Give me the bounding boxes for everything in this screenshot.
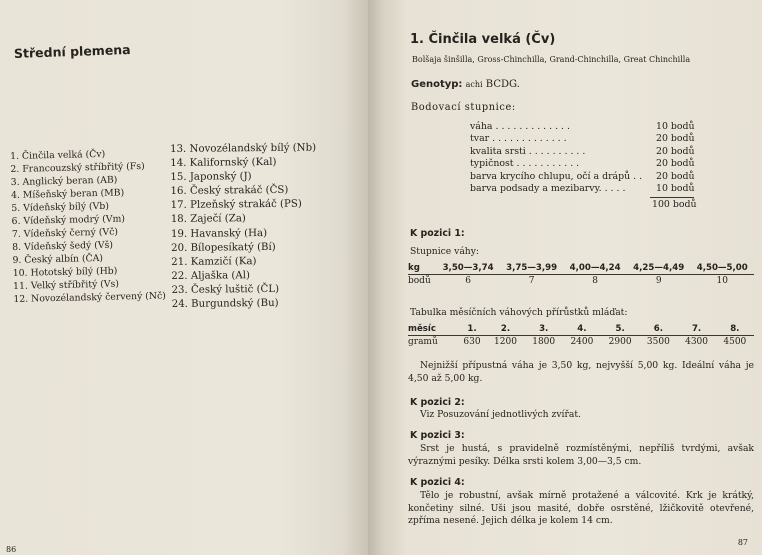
scoring-points: 20 bodů xyxy=(656,158,695,170)
position-2-heading: K pozici 2: xyxy=(410,397,465,408)
breed-list-column-1 xyxy=(10,147,166,306)
position-3-text: Srst je hustá, s pravidelně rozmístěnými, nepříliš tvrdými, avšak výraznými pesíky. Délka srsti kolem 3,00—3,5 cm. xyxy=(408,443,754,467)
month-cell: 4. xyxy=(563,323,601,336)
scoring-criterion: barva podsady a mezibarvy. . . . . xyxy=(470,183,626,195)
breed-list-item: 24. Burgundský (Bu) xyxy=(171,297,279,311)
right-page xyxy=(368,0,762,555)
breed-list-item: 13. Novozélandský bílý (Nb) xyxy=(170,142,317,155)
scoring-table xyxy=(470,121,696,195)
weight-range-row xyxy=(408,262,754,275)
breed-list-item: 12. Novozélandský červený (Nč) xyxy=(13,290,166,305)
grams-cell: 1200 xyxy=(494,337,517,347)
breed-list-item: 9. Český albín (ČA) xyxy=(12,252,104,266)
points-row-label: bodů xyxy=(408,276,431,286)
scoring-heading: Bodovací stupnice: xyxy=(411,102,516,113)
page-number-left: 86 xyxy=(6,545,17,554)
breed-list-item: 20. Bílopesíkatý (Bí) xyxy=(171,241,276,254)
weight-note: Nejnižší přípustná váha je 3,50 kg, nejvyšší 5,00 kg. Ideální váha je 4,50 až 5,00 kg. xyxy=(408,360,754,384)
scoring-points: 20 bodů xyxy=(656,145,695,157)
growth-table xyxy=(408,323,754,348)
breed-list-item: 10. Hototský bílý (Hb) xyxy=(12,265,118,279)
position-4-text: Tělo je robustní, avšak mírně protažené a válcovité. Krk je krátký, končetiny silné. Uši jsou masité, dobře osrstěné, lžičkovitě otevřené, zpříma nesené. Jejich délka je kolem 14 cm. xyxy=(408,490,754,527)
position-4-heading: K pozici 4: xyxy=(410,477,465,488)
grams-cell: 2900 xyxy=(608,337,632,347)
scoring-criterion: kvalita srsti . . . . . . . . . . xyxy=(470,145,586,157)
scoring-row xyxy=(470,158,696,170)
scoring-sum-rule xyxy=(650,197,694,198)
genotype-value: BCDG. xyxy=(485,79,520,90)
grams-cell: 2400 xyxy=(570,337,594,347)
scoring-row xyxy=(470,133,696,145)
breed-list-item: 17. Plzeňský strakáč (PS) xyxy=(170,198,302,212)
grams-cell: 1800 xyxy=(532,337,556,347)
scoring-points: 10 bodů xyxy=(656,121,695,132)
month-cell: 8. xyxy=(716,323,754,336)
scoring-row xyxy=(470,171,696,183)
grams-row-label: gramů xyxy=(408,337,438,347)
genotype-line xyxy=(411,79,520,90)
weight-range-cell: 4,25—4,49 xyxy=(627,262,691,275)
weight-points-cell: 8 xyxy=(592,276,599,286)
weight-points-row xyxy=(408,275,754,288)
month-cell: 3. xyxy=(525,323,563,336)
grams-row xyxy=(408,336,754,349)
position-3-heading: K pozici 3: xyxy=(410,430,465,441)
weight-points-cell: 10 xyxy=(716,276,728,286)
breed-list-item: 5. Vídeňský bílý (Vb) xyxy=(11,200,110,214)
weight-scale-table xyxy=(408,262,754,287)
scoring-criterion: typičnost . . . . . . . . . . . xyxy=(470,158,580,170)
breed-list-item: 23. Český luštič (ČL) xyxy=(171,283,280,296)
breed-list-item: 15. Japonský (J) xyxy=(170,171,252,184)
scoring-criterion: barva krycího chlupu, očí a drápů . . xyxy=(470,170,643,182)
breed-list-item: 22. Aljaška (Al) xyxy=(171,270,251,282)
scoring-row xyxy=(470,146,696,158)
breed-list-item: 2. Francouzský stříbřitý (Fs) xyxy=(10,160,145,175)
position-1-heading: K pozici 1: xyxy=(410,228,465,239)
genotype-label: Genotyp: xyxy=(411,79,463,90)
breed-list-column-2 xyxy=(170,141,318,312)
weight-range-cell: 4,00—4,24 xyxy=(563,262,627,275)
scoring-points: 20 bodů xyxy=(656,170,695,182)
breed-list-item: 16. Český strakáč (ČS) xyxy=(170,185,289,198)
month-row xyxy=(408,323,754,336)
scoring-points: 10 bodů xyxy=(656,183,695,195)
growth-table-heading: Tabulka měsíčních váhových přírůstků mláďat: xyxy=(410,307,628,318)
scoring-criterion: tvar . . . . . . . . . . . . . xyxy=(470,133,567,145)
grams-cell: 3500 xyxy=(646,337,670,347)
position-2-text: Viz Posuzování jednotlivých zvířat. xyxy=(420,409,581,420)
breed-list-item: 19. Havanský (Ha) xyxy=(170,227,268,240)
scoring-points: 20 bodů xyxy=(656,133,695,145)
month-cell: 1. xyxy=(458,323,487,336)
weight-scale-heading: Stupnice váhy: xyxy=(410,246,480,257)
scoring-row xyxy=(470,183,696,195)
weight-points-cell: 6 xyxy=(465,276,471,286)
breed-title: 1. Činčila velká (Čv) xyxy=(410,32,556,47)
breed-list-item: 8. Vídeňský šedý (Vš) xyxy=(12,239,114,253)
breed-list-item: 7. Vídeňský černý (Vč) xyxy=(11,226,119,240)
grams-cell: 4500 xyxy=(723,337,747,347)
grams-cell: 4300 xyxy=(685,337,709,347)
month-cell: 7. xyxy=(677,323,715,336)
breed-list-item: 14. Kalifornský (Kal) xyxy=(170,156,277,170)
breed-list-item: 21. Kamzičí (Ka) xyxy=(171,255,257,268)
grams-cell: 630 xyxy=(463,337,481,347)
page-number-right: 87 xyxy=(737,538,748,547)
breed-list-item: 11. Velký stříbřitý (Vs) xyxy=(12,278,120,292)
month-row-label: měsíc xyxy=(408,323,458,336)
breed-list-item: 6. Vídeňský modrý (Vm) xyxy=(11,213,126,227)
breed-list-item: 4. Míšeňský beran (MB) xyxy=(10,187,125,201)
month-cell: 6. xyxy=(639,323,677,336)
scoring-total: 100 bodů xyxy=(652,199,697,210)
month-cell: 5. xyxy=(601,323,639,336)
weight-points-cell: 9 xyxy=(655,276,662,286)
weight-points-cell: 7 xyxy=(528,276,535,286)
breed-list-item: 1. Činčila velká (Čv) xyxy=(10,148,106,162)
weight-range-cell: 3,50—3,74 xyxy=(436,262,500,275)
scoring-criterion: váha . . . . . . . . . . . . . xyxy=(470,121,570,132)
month-cell: 2. xyxy=(486,323,524,336)
weight-range-cell: 4,50—5,00 xyxy=(690,262,754,275)
breed-list-item: 3. Anglický beran (AB) xyxy=(10,174,118,188)
left-page xyxy=(0,0,368,555)
weight-row-label: kg xyxy=(408,262,436,275)
scoring-row xyxy=(470,121,696,133)
genotype-symbol: achi xyxy=(465,80,483,89)
breed-list-item: 18. Zaječí (Za) xyxy=(170,213,246,226)
breed-foreign-names: Bolšaja šinšilla, Gross-Chinchilla, Grand-Chinchilla, Great Chinchilla xyxy=(412,55,691,64)
weight-range-cell: 3,75—3,99 xyxy=(500,262,564,275)
section-heading: Střední plemena xyxy=(13,41,131,61)
